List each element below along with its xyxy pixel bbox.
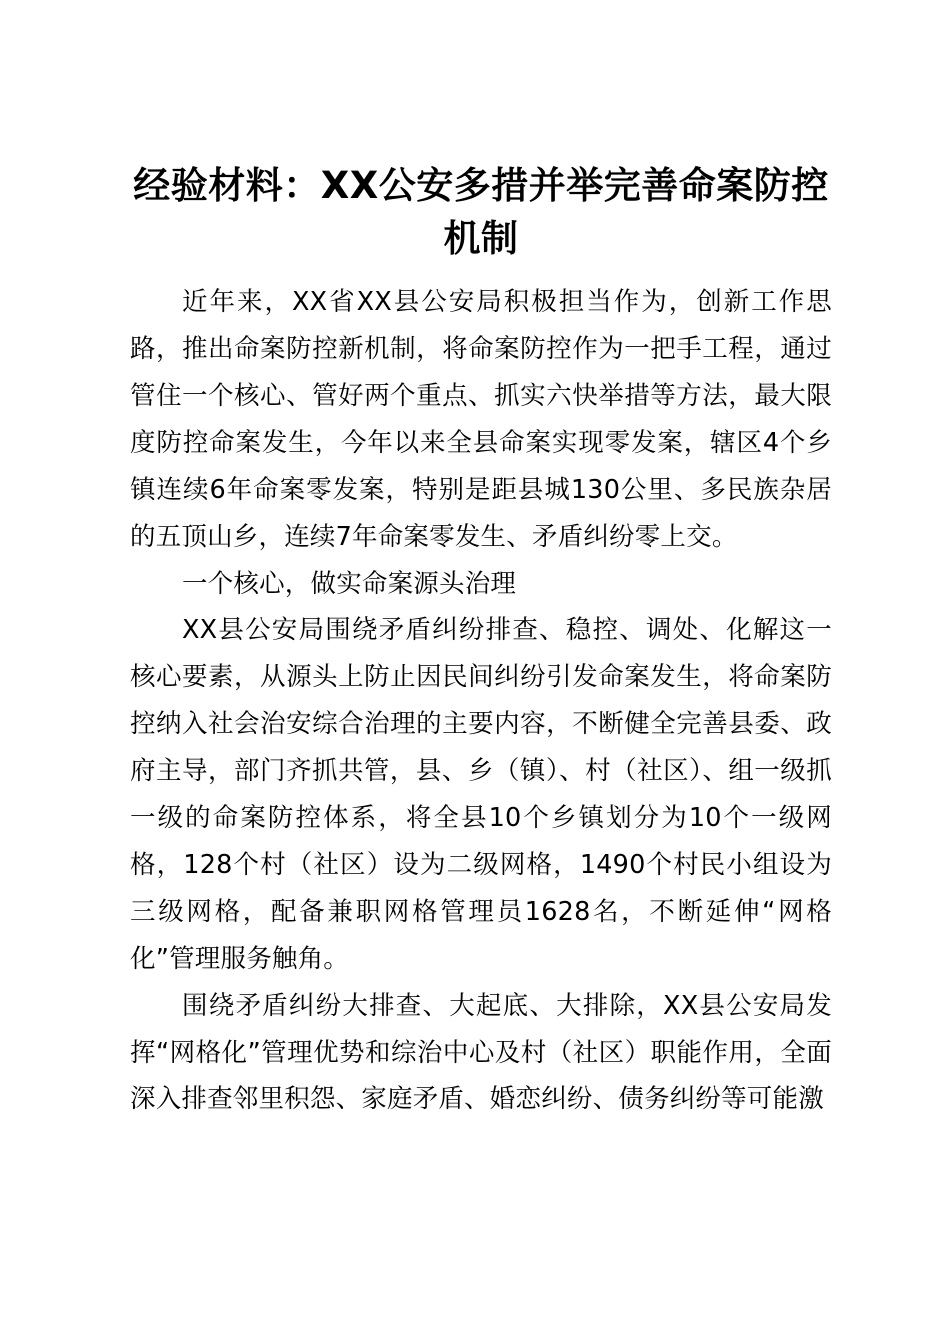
paragraph-2: 一个核心，做实命案源头治理 bbox=[182, 568, 517, 599]
paragraph-1: 近年来，XX省XX县公安局积极担当作为，创新工作思路，推出命案防控新机制，将命案防控作为一把手工程，通过管住一个核心、管好两个重点、抓实六快举措等方法，最大限度防控命案发生，今年以来全县命案实现零发案，辖区4个乡镇连续6年命案零发案，特别是距县城130公里、多民族杂居的五顶山乡，连续7年命案零发生、矛盾纠纷零上交。 bbox=[130, 287, 832, 552]
paragraph-3: XX县公安局围绕矛盾纠纷排查、稳控、调处、化解这一核心要素，从源头上防止因民间纠纷引发命案发生，将命案防控纳入社会治安综合治理的主要内容，不断健全完善县委、政府主导，部门齐抓共管，县、乡（镇）、村（社区）、组一级抓一级的命案防控体系，将全县10个乡镇划分为10个一级网格，128个村（社区）设为二级网格，1490个村民小组设为三级网格，配备兼职网格管理员1628名，不断延伸“网格化”管理服务触角。 bbox=[130, 615, 832, 974]
document-body bbox=[130, 279, 832, 1123]
paragraph-4: 围绕矛盾纠纷大排查、大起底、大排除，XX县公安局发挥“网格化”管理优势和综治中心及村（社区）职能作用，全面深入排查邻里积怨、家庭矛盾、婚恋纠纷、债务纠纷等可能激 bbox=[130, 990, 832, 1115]
page-title: 经验材料：XX公安多措并举完善命案防控机制 bbox=[133, 164, 829, 260]
